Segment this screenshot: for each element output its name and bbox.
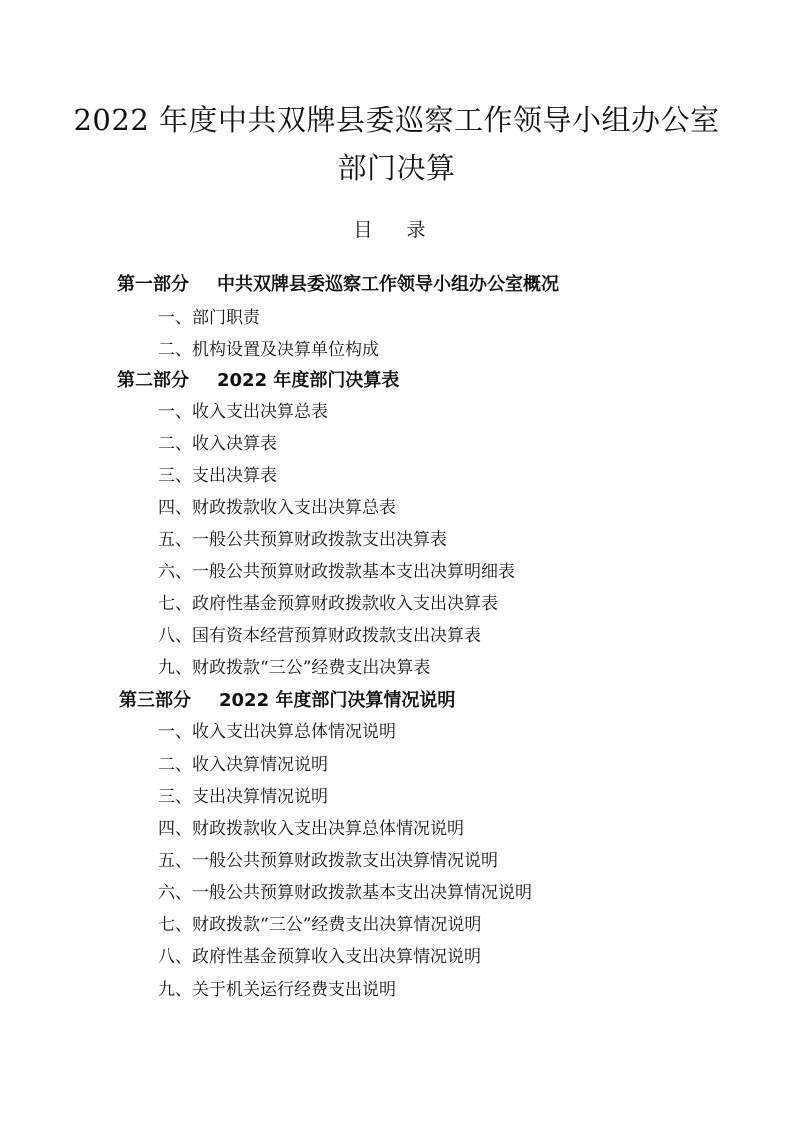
toc-part-2-title: 2022 年度部门决算表 bbox=[217, 370, 400, 391]
toc-item[interactable]: 五、一般公共预算财政拨款支出决算情况说明 bbox=[158, 851, 498, 871]
toc-item[interactable]: 四、财政拨款收入支出决算总表 bbox=[158, 498, 396, 518]
toc-item[interactable]: 五、一般公共预算财政拨款支出决算表 bbox=[158, 530, 447, 550]
toc-heading bbox=[0, 217, 793, 243]
toc-part-3-label: 第三部分 bbox=[119, 690, 191, 711]
toc-item[interactable]: 三、支出决算表 bbox=[158, 466, 277, 486]
toc-item[interactable]: 三、支出决算情况说明 bbox=[158, 787, 328, 807]
toc-item[interactable]: 七、财政拨款“三公”经费支出决算情况说明 bbox=[158, 915, 482, 935]
toc-item[interactable]: 一、部门职责 bbox=[158, 308, 260, 328]
toc-part-1[interactable] bbox=[117, 272, 559, 298]
toc-item[interactable]: 八、政府性基金预算收入支出决算情况说明 bbox=[158, 947, 481, 967]
toc-item[interactable]: 六、一般公共预算财政拨款基本支出决算明细表 bbox=[158, 562, 515, 582]
toc-part-2-label: 第二部分 bbox=[117, 370, 189, 391]
toc-item[interactable]: 六、一般公共预算财政拨款基本支出决算情况说明 bbox=[158, 883, 532, 903]
document-title-line-2: 部门决算 bbox=[337, 151, 456, 185]
toc-part-2[interactable] bbox=[117, 368, 399, 394]
toc-item[interactable]: 一、收入支出决算总体情况说明 bbox=[158, 722, 396, 742]
toc-item[interactable]: 七、政府性基金预算财政拨款收入支出决算表 bbox=[158, 594, 498, 614]
document-title-line-1: 2022 年度中共双牌县委巡察工作领导小组办公室 bbox=[73, 103, 720, 137]
toc-item[interactable]: 二、收入决算情况说明 bbox=[158, 755, 328, 775]
toc-item[interactable]: 九、关于机关运行经费支出说明 bbox=[158, 980, 396, 1000]
toc-item[interactable]: 一、收入支出决算总表 bbox=[158, 402, 328, 422]
toc-part-3-title: 2022 年度部门决算情况说明 bbox=[219, 690, 456, 711]
toc-item[interactable]: 九、财政拨款“三公”经费支出决算表 bbox=[158, 658, 431, 678]
toc-item[interactable]: 二、收入决算表 bbox=[158, 434, 277, 454]
toc-item[interactable]: 四、财政拨款收入支出决算总体情况说明 bbox=[158, 819, 464, 839]
toc-item[interactable]: 八、国有资本经营预算财政拨款支出决算表 bbox=[158, 626, 481, 646]
toc-heading-text: 目 录 bbox=[353, 219, 440, 241]
toc-part-3[interactable] bbox=[119, 688, 455, 714]
toc-item[interactable]: 二、机构设置及决算单位构成 bbox=[158, 340, 379, 360]
toc-part-1-title: 中共双牌县委巡察工作领导小组办公室概况 bbox=[217, 274, 559, 295]
toc-part-1-label: 第一部分 bbox=[117, 274, 189, 295]
